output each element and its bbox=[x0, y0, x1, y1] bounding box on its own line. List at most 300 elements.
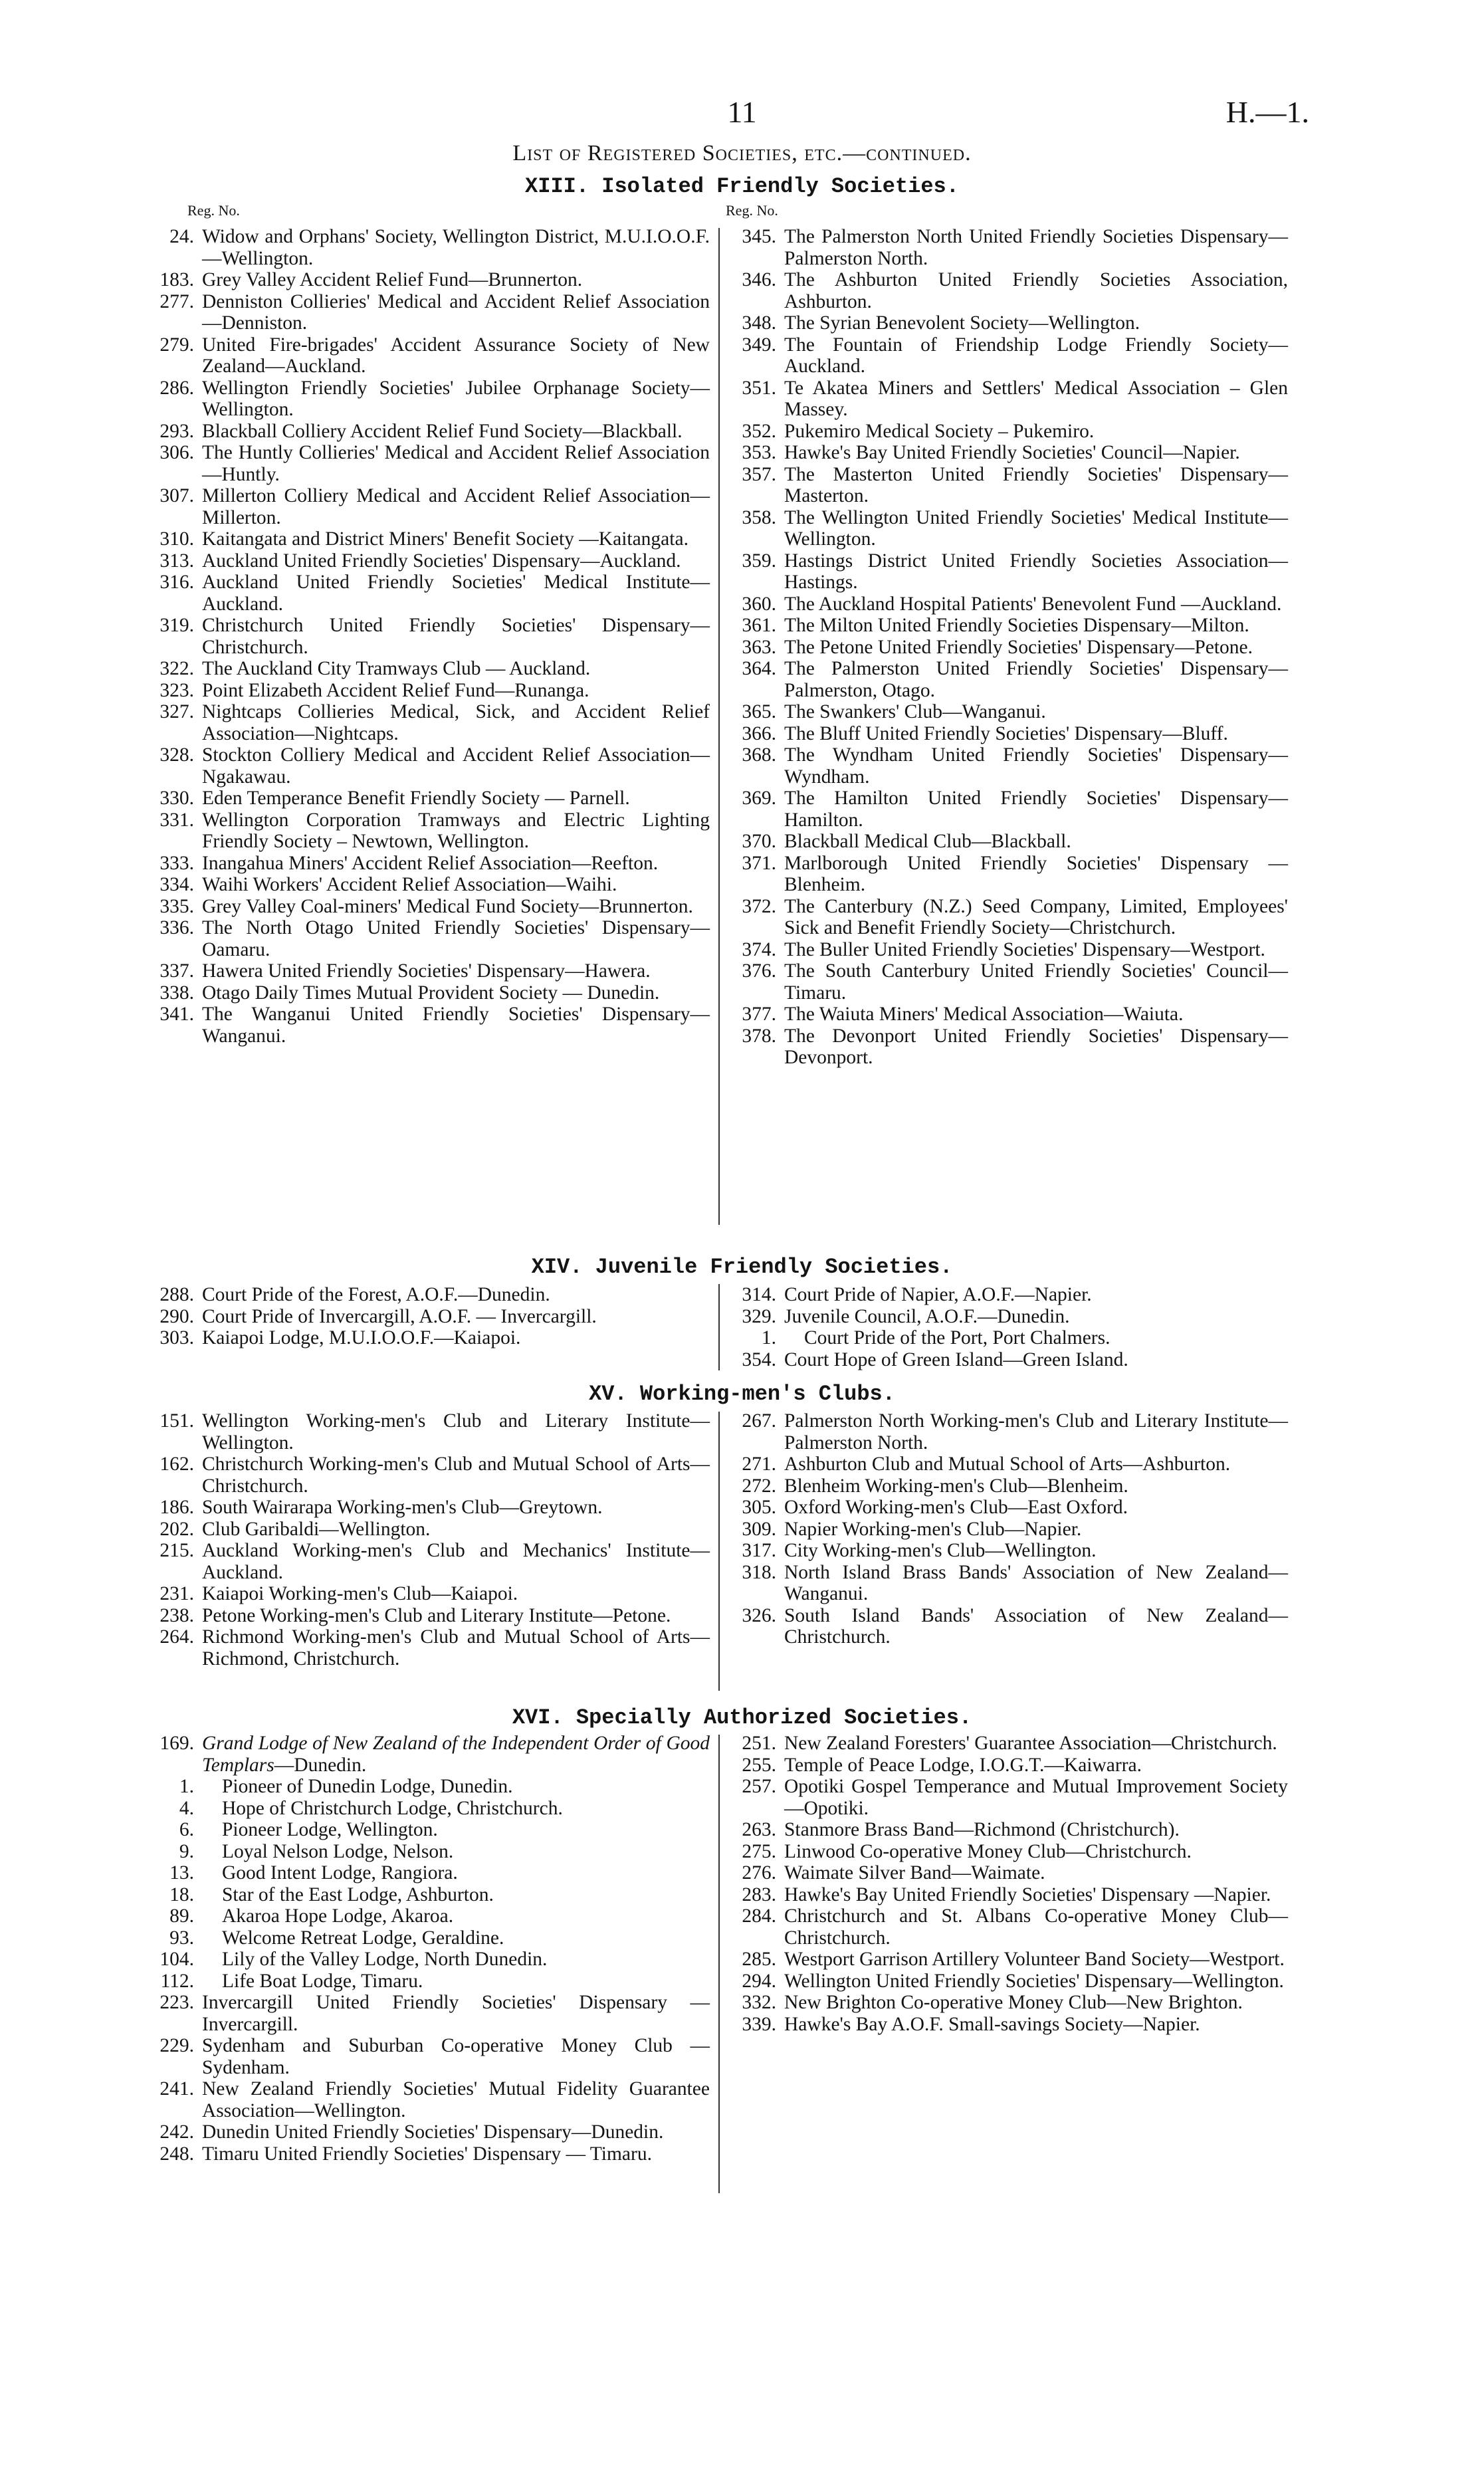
reg-number: 335. bbox=[159, 895, 194, 917]
society-entry bbox=[152, 1927, 710, 1949]
society-name: Life Boat Lodge, Timaru. bbox=[222, 1970, 423, 1992]
society-name: Club Garibaldi—Wellington. bbox=[202, 1518, 431, 1540]
society-entry bbox=[734, 1540, 1288, 1562]
reg-number: 18. bbox=[169, 1883, 194, 1905]
society-name: The Ashburton United Friendly Societies Association, Ashburton. bbox=[784, 269, 1288, 312]
society-name: The Palmerston North United Friendly Societies Dispensary—Palmerston North. bbox=[784, 226, 1288, 269]
reg-no-label-left: Reg. No. bbox=[187, 202, 240, 219]
society-entry bbox=[152, 1519, 710, 1541]
society-entry bbox=[152, 485, 710, 528]
society-entry bbox=[152, 1583, 710, 1605]
society-name: Kaiapoi Working-men's Club—Kaiapoi. bbox=[202, 1583, 518, 1604]
reg-number: 275. bbox=[742, 1840, 776, 1862]
reg-number: 215. bbox=[159, 1540, 194, 1561]
society-entry bbox=[734, 723, 1288, 745]
reg-number: 104. bbox=[159, 1949, 194, 1970]
society-entry bbox=[152, 1819, 710, 1841]
reg-no-label-right: Reg. No. bbox=[726, 202, 778, 219]
reg-number: 202. bbox=[159, 1518, 194, 1540]
society-entry bbox=[152, 1992, 710, 2035]
reg-number: 89. bbox=[169, 1905, 194, 1927]
society-entry bbox=[152, 2035, 710, 2078]
reg-number: 290. bbox=[159, 1305, 194, 1327]
society-name: Kaiapoi Lodge, M.U.I.O.O.F.—Kaiapoi. bbox=[202, 1327, 521, 1348]
society-name: Linwood Co-operative Money Club—Christchurch. bbox=[784, 1840, 1192, 1862]
society-name: The Huntly Collieries' Medical and Accident Relief Association—Huntly. bbox=[202, 442, 710, 485]
society-name: Ashburton Club and Mutual School of Arts—Ashburton. bbox=[784, 1453, 1231, 1475]
society-entry bbox=[152, 550, 710, 572]
society-entry bbox=[734, 1819, 1288, 1841]
reg-number: 112. bbox=[160, 1970, 194, 1992]
society-entry bbox=[152, 1884, 710, 1906]
society-entry bbox=[734, 1862, 1288, 1884]
reg-number: 24. bbox=[169, 226, 194, 247]
society-name: Kaitangata and District Miners' Benefit Society —Kaitangata. bbox=[202, 528, 689, 550]
society-entry bbox=[734, 1992, 1288, 2014]
society-name-italic: Grand Lodge of New Zealand of the Independent Order of Good Templars bbox=[202, 1733, 710, 1776]
society-name: New Brighton Co-operative Money Club—New Brighton. bbox=[784, 1992, 1243, 2013]
society-entry bbox=[152, 572, 710, 615]
society-name: Otago Daily Times Mutual Provident Society — Dunedin. bbox=[202, 982, 660, 1004]
society-entry bbox=[734, 1410, 1288, 1453]
society-name: North Island Brass Bands' Association of New Zealand—Wanganui. bbox=[784, 1561, 1288, 1604]
society-name: The Syrian Benevolent Society—Wellington. bbox=[784, 312, 1140, 334]
society-name: The Petone United Friendly Societies' Dispensary—Petone. bbox=[784, 636, 1253, 658]
society-name: Pukemiro Medical Society – Pukemiro. bbox=[784, 420, 1095, 442]
society-name: Auckland United Friendly Societies' Dispensary—Auckland. bbox=[202, 550, 681, 572]
society-name: Court Pride of the Forest, A.O.F.—Dunedin. bbox=[202, 1284, 550, 1305]
reg-number: 93. bbox=[169, 1927, 194, 1949]
society-entry bbox=[152, 377, 710, 421]
society-entry bbox=[734, 1884, 1288, 1906]
reg-number: 345. bbox=[742, 226, 776, 247]
society-name: Hawke's Bay United Friendly Societies' Council—Napier. bbox=[784, 442, 1240, 463]
reg-number: 329. bbox=[742, 1305, 776, 1327]
society-name: New Zealand Foresters' Guarantee Association—Christchurch. bbox=[784, 1733, 1277, 1754]
society-entry bbox=[734, 637, 1288, 659]
society-name: Hope of Christchurch Lodge, Christchurch. bbox=[222, 1797, 563, 1819]
society-name: Dunedin United Friendly Societies' Dispensary—Dunedin. bbox=[202, 2121, 664, 2143]
document-reference: H.—1. bbox=[1225, 95, 1309, 129]
reg-number: 359. bbox=[742, 550, 776, 572]
society-name: Richmond Working-men's Club and Mutual School of Arts—Richmond, Christchurch. bbox=[202, 1626, 710, 1669]
reg-number: 4. bbox=[179, 1797, 194, 1819]
column-divider bbox=[718, 1412, 720, 1691]
society-name: Westport Garrison Artillery Volunteer Band Society—Westport. bbox=[784, 1949, 1285, 1970]
society-name: Pioneer of Dunedin Lodge, Dunedin. bbox=[222, 1776, 513, 1797]
reg-number: 223. bbox=[159, 1992, 194, 2013]
society-entry bbox=[734, 2014, 1288, 2036]
society-entry bbox=[152, 658, 710, 680]
society-name: Court Hope of Green Island—Green Island. bbox=[784, 1348, 1128, 1370]
reg-number: 251. bbox=[742, 1733, 776, 1754]
society-entry bbox=[152, 291, 710, 334]
society-entry bbox=[734, 1284, 1288, 1306]
reg-number: 307. bbox=[159, 485, 194, 506]
society-name: Pioneer Lodge, Wellington. bbox=[222, 1819, 438, 1840]
society-name: Star of the East Lodge, Ashburton. bbox=[222, 1883, 494, 1905]
reg-number: 328. bbox=[159, 744, 194, 766]
section-xv-right-column bbox=[734, 1410, 1288, 1648]
reg-number: 238. bbox=[159, 1604, 194, 1626]
reg-number: 231. bbox=[159, 1583, 194, 1604]
society-name: Auckland United Friendly Societies' Medical Institute—Auckland. bbox=[202, 572, 710, 615]
reg-number: 331. bbox=[159, 809, 194, 831]
reg-number: 334. bbox=[159, 874, 194, 895]
society-entry bbox=[152, 853, 710, 875]
society-entry bbox=[152, 960, 710, 982]
reg-number: 378. bbox=[742, 1025, 776, 1047]
reg-number: 376. bbox=[742, 960, 776, 982]
reg-number: 13. bbox=[169, 1862, 194, 1883]
society-entry bbox=[734, 507, 1288, 550]
society-name: Eden Temperance Benefit Friendly Society — Parnell. bbox=[202, 788, 630, 809]
society-entry bbox=[152, 442, 710, 485]
society-entry bbox=[152, 701, 710, 744]
society-entry bbox=[152, 2121, 710, 2143]
reg-number: 317. bbox=[742, 1540, 776, 1561]
reg-number: 316. bbox=[159, 572, 194, 593]
reg-number: 337. bbox=[159, 960, 194, 982]
reg-number: 358. bbox=[742, 506, 776, 528]
society-name: Good Intent Lodge, Rangiora. bbox=[222, 1862, 458, 1883]
society-entry bbox=[734, 593, 1288, 615]
society-entry bbox=[734, 1776, 1288, 1819]
reg-number: 284. bbox=[742, 1905, 776, 1927]
reg-number: 293. bbox=[159, 420, 194, 442]
society-entry bbox=[152, 1540, 710, 1583]
society-name: Hawke's Bay United Friendly Societies' Dispensary —Napier. bbox=[784, 1883, 1271, 1905]
society-entry bbox=[734, 853, 1288, 896]
reg-number: 313. bbox=[159, 550, 194, 572]
society-entry bbox=[152, 1626, 710, 1669]
reg-number: 276. bbox=[742, 1862, 776, 1883]
society-name: South Wairarapa Working-men's Club—Greytown. bbox=[202, 1497, 603, 1518]
section-title-xiv: XIV. Juvenile Friendly Societies. bbox=[531, 1255, 953, 1279]
reg-number: 327. bbox=[159, 701, 194, 722]
society-entry bbox=[734, 744, 1288, 788]
society-entry bbox=[152, 1284, 710, 1306]
reg-number: 9. bbox=[179, 1840, 194, 1862]
list-title: List of Registered Societies, etc.—continued. bbox=[512, 141, 972, 165]
society-name: Welcome Retreat Lodge, Geraldine. bbox=[222, 1927, 504, 1949]
society-name: The Hamilton United Friendly Societies' Dispensary—Hamilton. bbox=[784, 788, 1288, 831]
society-entry bbox=[152, 1327, 710, 1349]
reg-number: 186. bbox=[159, 1497, 194, 1518]
society-entry bbox=[152, 896, 710, 918]
society-entry bbox=[152, 1905, 710, 1927]
society-name: The Swankers' Club—Wanganui. bbox=[784, 701, 1046, 722]
reg-number: 285. bbox=[742, 1949, 776, 1970]
society-name: Timaru United Friendly Societies' Dispensary — Timaru. bbox=[202, 2143, 652, 2165]
reg-number: 255. bbox=[742, 1754, 776, 1776]
society-name: Court Pride of the Port, Port Chalmers. bbox=[804, 1327, 1111, 1348]
reg-number: 377. bbox=[742, 1004, 776, 1025]
society-entry bbox=[152, 615, 710, 658]
section-xiii-right-column bbox=[734, 226, 1288, 1069]
reg-number: 286. bbox=[159, 377, 194, 399]
reg-number: 348. bbox=[742, 312, 776, 334]
society-entry bbox=[734, 334, 1288, 377]
society-name: Wellington Working-men's Club and Literary Institute—Wellington. bbox=[202, 1410, 710, 1453]
reg-number: 351. bbox=[742, 377, 776, 399]
section-title-xvi: XVI. Specially Authorized Societies. bbox=[512, 1705, 972, 1730]
page-number: 11 bbox=[727, 95, 757, 129]
society-entry bbox=[152, 1971, 710, 1992]
reg-number: 338. bbox=[159, 982, 194, 1004]
society-entry bbox=[734, 1905, 1288, 1949]
reg-number: 353. bbox=[742, 442, 776, 463]
reg-number: 370. bbox=[742, 831, 776, 852]
reg-number: 330. bbox=[159, 788, 194, 809]
reg-number: 371. bbox=[742, 852, 776, 874]
reg-number: 361. bbox=[742, 615, 776, 636]
society-entry bbox=[152, 2143, 710, 2165]
society-name bbox=[202, 1733, 710, 1776]
reg-number: 326. bbox=[742, 1604, 776, 1626]
society-name: Hawera United Friendly Societies' Dispensary—Hawera. bbox=[202, 960, 651, 982]
reg-number: 283. bbox=[742, 1883, 776, 1905]
society-name: The North Otago United Friendly Societies' Dispensary—Oamaru. bbox=[202, 917, 710, 960]
society-entry bbox=[734, 1004, 1288, 1025]
reg-number: 339. bbox=[742, 2013, 776, 2035]
reg-number: 346. bbox=[742, 269, 776, 290]
reg-number: 248. bbox=[159, 2143, 194, 2165]
society-name: Petone Working-men's Club and Literary Institute—Petone. bbox=[202, 1604, 671, 1626]
reg-number: 322. bbox=[159, 658, 194, 679]
society-name: United Fire-brigades' Accident Assurance Society of New Zealand—Auckland. bbox=[202, 334, 710, 377]
society-entry bbox=[152, 744, 710, 788]
reg-number: 372. bbox=[742, 895, 776, 917]
reg-number: 323. bbox=[159, 679, 194, 701]
reg-number: 360. bbox=[742, 593, 776, 615]
society-name: The Buller United Friendly Societies' Dispensary—Westport. bbox=[784, 938, 1265, 960]
reg-number: 354. bbox=[742, 1348, 776, 1370]
reg-number: 309. bbox=[742, 1518, 776, 1540]
society-entry bbox=[734, 939, 1288, 961]
society-entry bbox=[734, 442, 1288, 464]
reg-number: 263. bbox=[742, 1819, 776, 1840]
reg-number: 229. bbox=[159, 2035, 194, 2056]
society-entry bbox=[152, 1841, 710, 1863]
reg-number: 241. bbox=[159, 2078, 194, 2099]
reg-number: 306. bbox=[159, 442, 194, 463]
reg-number: 369. bbox=[742, 788, 776, 809]
society-entry bbox=[734, 464, 1288, 507]
reg-number: 364. bbox=[742, 658, 776, 679]
reg-number: 272. bbox=[742, 1475, 776, 1497]
society-entry bbox=[152, 1862, 710, 1884]
reg-number: 242. bbox=[159, 2121, 194, 2143]
society-entry bbox=[152, 421, 710, 443]
society-entry bbox=[152, 917, 710, 960]
society-entry bbox=[152, 1453, 710, 1497]
column-divider bbox=[718, 228, 720, 1225]
section-xiii-left-column bbox=[152, 226, 710, 1047]
society-entry bbox=[152, 1776, 710, 1798]
society-name: The Auckland City Tramways Club — Auckland. bbox=[202, 658, 591, 679]
reg-number: 319. bbox=[159, 615, 194, 636]
reg-number: 318. bbox=[742, 1561, 776, 1583]
society-entry bbox=[152, 1497, 710, 1519]
society-entry bbox=[734, 312, 1288, 334]
reg-number: 305. bbox=[742, 1497, 776, 1518]
society-entry bbox=[734, 658, 1288, 701]
society-name: Loyal Nelson Lodge, Nelson. bbox=[222, 1840, 454, 1862]
society-name: The Devonport United Friendly Societies' Dispensary—Devonport. bbox=[784, 1025, 1288, 1068]
section-title-xv: XV. Working-men's Clubs. bbox=[589, 1382, 895, 1406]
reg-number: 363. bbox=[742, 636, 776, 658]
society-name: Palmerston North Working-men's Club and Literary Institute—Palmerston North. bbox=[784, 1410, 1288, 1453]
society-entry bbox=[152, 1798, 710, 1820]
society-entry bbox=[734, 1949, 1288, 1971]
society-entry bbox=[734, 1453, 1288, 1475]
reg-number: 341. bbox=[159, 1004, 194, 1025]
society-entry bbox=[734, 1562, 1288, 1605]
society-entry bbox=[734, 421, 1288, 443]
reg-number: 257. bbox=[742, 1776, 776, 1797]
society-name: Denniston Collieries' Medical and Accident Relief Association—Denniston. bbox=[202, 290, 710, 334]
reg-number: 169. bbox=[159, 1733, 194, 1754]
society-entry bbox=[734, 1519, 1288, 1541]
society-location: —Dunedin. bbox=[274, 1754, 367, 1776]
reg-number: 279. bbox=[159, 334, 194, 356]
society-name: Hawke's Bay A.O.F. Small-savings Society—Napier. bbox=[784, 2013, 1200, 2035]
society-name: New Zealand Friendly Societies' Mutual Fidelity Guarantee Association—Wellington. bbox=[202, 2078, 710, 2121]
section-xv-left-column bbox=[152, 1410, 710, 1669]
reg-number: 288. bbox=[159, 1284, 194, 1305]
reg-number: 1. bbox=[761, 1327, 776, 1348]
society-entry bbox=[734, 960, 1288, 1004]
society-name: Widow and Orphans' Society, Wellington District, M.U.I.O.O.F.—Wellington. bbox=[202, 226, 710, 269]
society-name: Oxford Working-men's Club—East Oxford. bbox=[784, 1497, 1128, 1518]
reg-number: 183. bbox=[159, 269, 194, 290]
society-name: The Waiuta Miners' Medical Association—Waiuta. bbox=[784, 1004, 1184, 1025]
society-name: Blenheim Working-men's Club—Blenheim. bbox=[784, 1475, 1128, 1497]
society-entry bbox=[734, 896, 1288, 939]
society-entry bbox=[152, 269, 710, 291]
society-name: The Palmerston United Friendly Societies' Dispensary—Palmerston, Otago. bbox=[784, 658, 1288, 701]
reg-number: 310. bbox=[159, 528, 194, 550]
society-name: Nightcaps Collieries Medical, Sick, and Accident Relief Association—Nightcaps. bbox=[202, 701, 710, 744]
society-entry bbox=[734, 701, 1288, 723]
reg-number: 352. bbox=[742, 420, 776, 442]
society-entry bbox=[152, 809, 710, 853]
society-name: Blackball Medical Club—Blackball. bbox=[784, 831, 1071, 852]
society-entry bbox=[734, 1025, 1288, 1069]
reg-number: 333. bbox=[159, 852, 194, 874]
column-divider bbox=[718, 1735, 720, 2193]
society-name: The Fountain of Friendship Lodge Friendly Society—Auckland. bbox=[784, 334, 1288, 377]
society-entry bbox=[734, 1306, 1288, 1328]
society-entry bbox=[152, 226, 710, 269]
society-name: Blackball Colliery Accident Relief Fund Society—Blackball. bbox=[202, 420, 683, 442]
society-name: Auckland Working-men's Club and Mechanics' Institute—Auckland. bbox=[202, 1540, 710, 1583]
society-entry bbox=[734, 226, 1288, 269]
reg-number: 368. bbox=[742, 744, 776, 766]
society-name: Lily of the Valley Lodge, North Dunedin. bbox=[222, 1949, 548, 1970]
society-name: Waimate Silver Band—Waimate. bbox=[784, 1862, 1045, 1883]
society-entry bbox=[152, 982, 710, 1004]
society-name: The Wellington United Friendly Societies' Medical Institute—Wellington. bbox=[784, 506, 1288, 550]
section-title-xiii: XIII. Isolated Friendly Societies. bbox=[525, 174, 959, 199]
section-xiv-left-column bbox=[152, 1284, 710, 1349]
society-entry bbox=[152, 788, 710, 809]
society-name: Inangahua Miners' Accident Relief Association—Reefton. bbox=[202, 852, 659, 874]
society-entry bbox=[734, 1349, 1288, 1371]
society-name: The Canterbury (N.Z.) Seed Company, Limited, Employees' Sick and Benefit Friendly Society—Christchurch. bbox=[784, 895, 1288, 938]
society-entry bbox=[734, 1841, 1288, 1863]
society-name: Te Akatea Miners and Settlers' Medical Association – Glen Massey. bbox=[784, 377, 1288, 420]
society-name: Marlborough United Friendly Societies' Dispensary —Blenheim. bbox=[784, 852, 1288, 895]
society-entry bbox=[734, 1605, 1288, 1648]
society-name: Point Elizabeth Accident Relief Fund—Runanga. bbox=[202, 679, 589, 701]
reg-number: 267. bbox=[742, 1410, 776, 1432]
society-entry bbox=[152, 1306, 710, 1328]
society-name: City Working-men's Club—Wellington. bbox=[784, 1540, 1097, 1561]
society-entry bbox=[734, 1755, 1288, 1776]
society-name: Stockton Colliery Medical and Accident Relief Association—Ngakawau. bbox=[202, 744, 710, 788]
column-divider bbox=[718, 1284, 720, 1370]
society-name: Akaroa Hope Lodge, Akaroa. bbox=[222, 1905, 454, 1927]
society-name: Stanmore Brass Band—Richmond (Christchurch). bbox=[784, 1819, 1180, 1840]
society-name: The Bluff United Friendly Societies' Dispensary—Bluff. bbox=[784, 722, 1228, 744]
society-name: The Wyndham United Friendly Societies' Dispensary—Wyndham. bbox=[784, 744, 1288, 788]
society-name: Sydenham and Suburban Co-operative Money Club —Sydenham. bbox=[202, 2035, 710, 2078]
reg-number: 294. bbox=[742, 1970, 776, 1992]
society-name: Court Pride of Invercargill, A.O.F. — Invercargill. bbox=[202, 1305, 597, 1327]
society-name: Opotiki Gospel Temperance and Mutual Improvement Society—Opotiki. bbox=[784, 1776, 1288, 1819]
society-name: The South Canterbury United Friendly Societies' Council—Timaru. bbox=[784, 960, 1288, 1004]
reg-number: 271. bbox=[742, 1453, 776, 1475]
society-entry bbox=[152, 680, 710, 702]
reg-number: 332. bbox=[742, 1992, 776, 2013]
society-name: Wellington United Friendly Societies' Dispensary—Wellington. bbox=[784, 1970, 1284, 1992]
society-entry bbox=[152, 528, 710, 550]
society-entry bbox=[152, 2078, 710, 2121]
reg-number: 366. bbox=[742, 722, 776, 744]
society-entry bbox=[152, 1949, 710, 1971]
society-name: Christchurch Working-men's Club and Mutual School of Arts—Christchurch. bbox=[202, 1453, 710, 1497]
society-name: Grey Valley Coal-miners' Medical Fund Society—Brunnerton. bbox=[202, 895, 693, 917]
society-entry bbox=[152, 1733, 710, 1776]
society-entry bbox=[734, 550, 1288, 593]
society-entry bbox=[734, 1327, 1288, 1349]
reg-number: 151. bbox=[159, 1410, 194, 1432]
society-name: Juvenile Council, A.O.F.—Dunedin. bbox=[784, 1305, 1070, 1327]
reg-number: 374. bbox=[742, 938, 776, 960]
reg-number: 277. bbox=[159, 290, 194, 312]
society-name: Wellington Friendly Societies' Jubilee Orphanage Society—Wellington. bbox=[202, 377, 710, 420]
section-xvi-left-column bbox=[152, 1733, 710, 2165]
society-name: Temple of Peace Lodge, I.O.G.T.—Kaiwarra. bbox=[784, 1754, 1142, 1776]
society-entry bbox=[734, 615, 1288, 637]
reg-number: 264. bbox=[159, 1626, 194, 1648]
society-name: The Auckland Hospital Patients' Benevolent Fund —Auckland. bbox=[784, 593, 1282, 615]
society-entry bbox=[734, 1971, 1288, 1992]
section-xiv-right-column bbox=[734, 1284, 1288, 1370]
society-name: Christchurch and St. Albans Co-operative Money Club—Christchurch. bbox=[784, 1905, 1288, 1949]
reg-number: 303. bbox=[159, 1327, 194, 1348]
society-entry bbox=[734, 1733, 1288, 1755]
reg-number: 336. bbox=[159, 917, 194, 938]
reg-number: 349. bbox=[742, 334, 776, 356]
society-entry bbox=[734, 269, 1288, 312]
society-name: Napier Working-men's Club—Napier. bbox=[784, 1518, 1082, 1540]
society-name: Christchurch United Friendly Societies' Dispensary—Christchurch. bbox=[202, 615, 710, 658]
society-entry bbox=[152, 1605, 710, 1627]
society-name: Wellington Corporation Tramways and Electric Lighting Friendly Society – Newtown, Wellington. bbox=[202, 809, 710, 852]
